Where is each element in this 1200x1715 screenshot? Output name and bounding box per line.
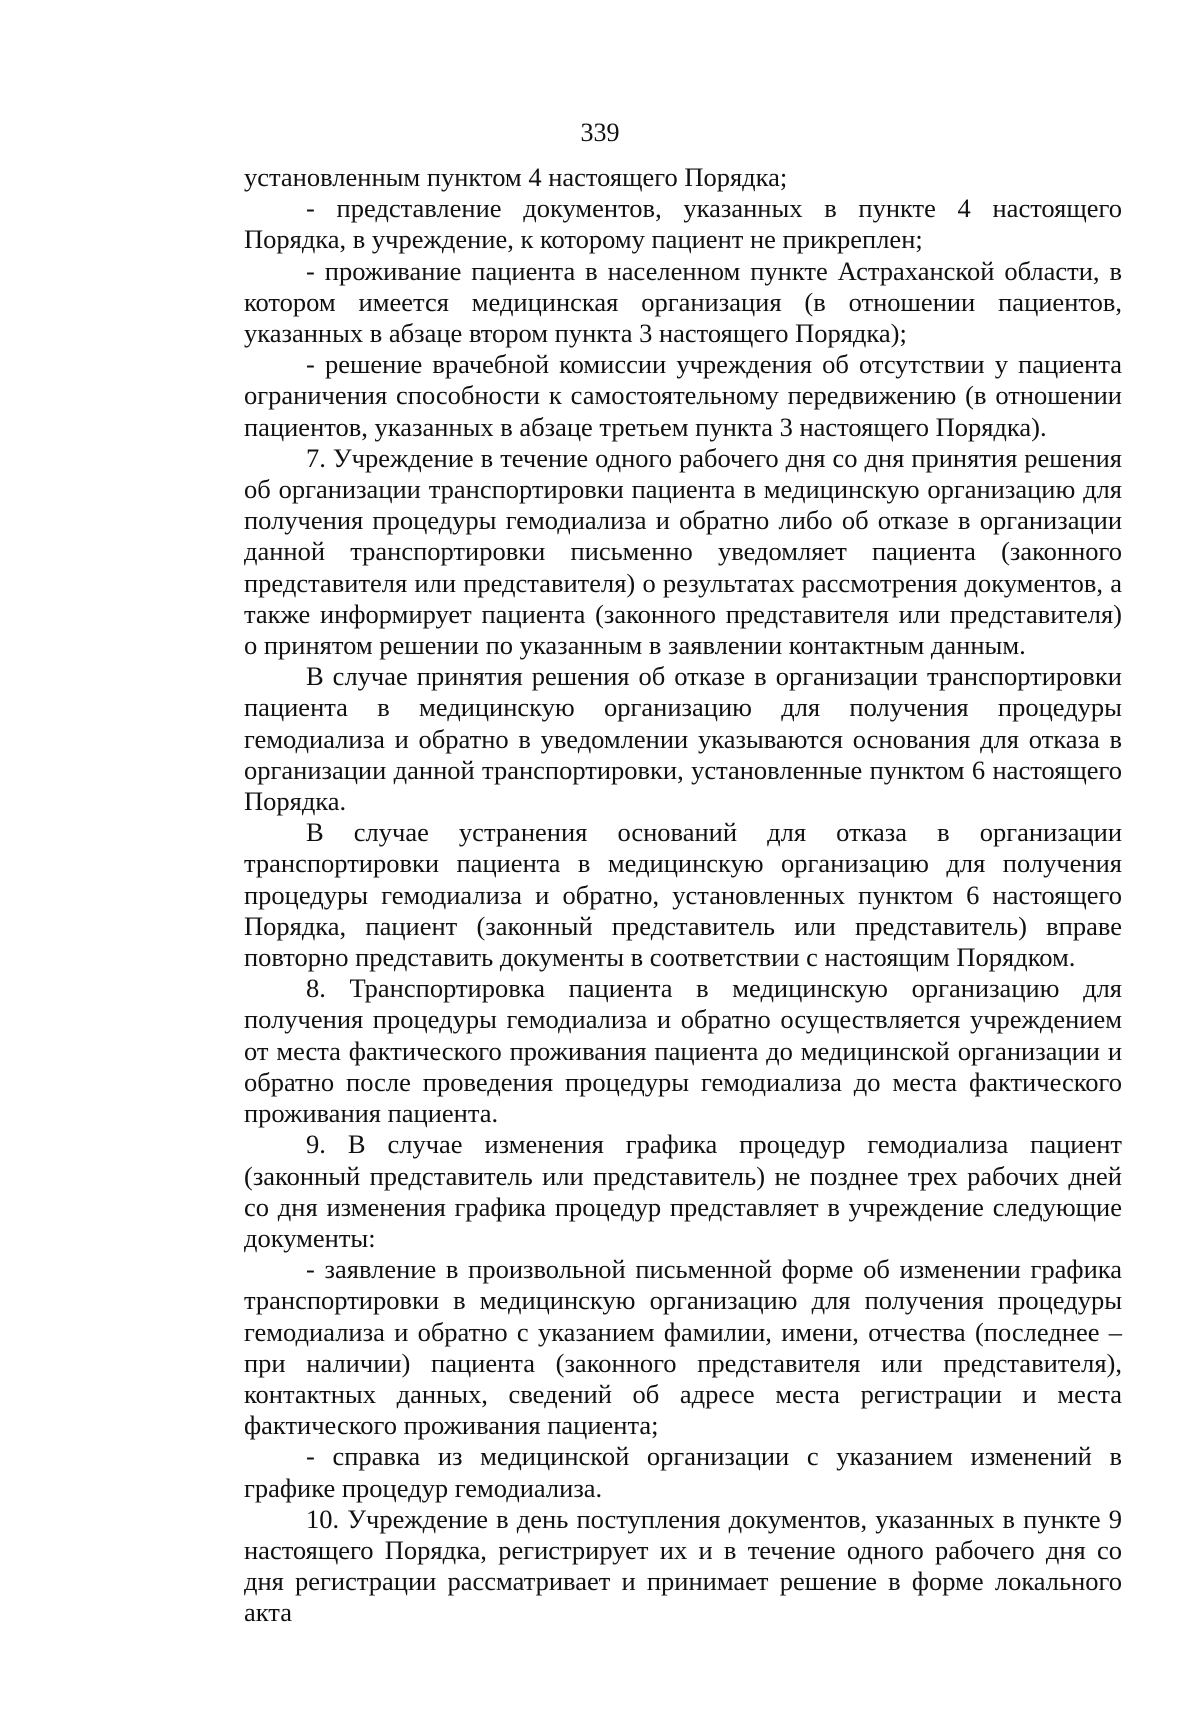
paragraph-resubmission: В случае устранения оснований для отказа в организации транспортировки пациента в медицинскую организацию для получения процедуры гемодиализа и обратно, установленных пунктом 6 настоящего Порядка, пациент (законный представитель или представитель) вправе повторно представить документы в соответствии с настоящим Порядком. xyxy=(244,817,1122,973)
paragraph-clause-10: 10. Учреждение в день поступления документов, указанных в пункте 9 настоящего Порядка, регистрирует их и в течение одного рабочего дня со дня регистрации рассматривает и принимает решение в форме локального акта xyxy=(244,1503,1122,1628)
paragraph-clause-8: 8. Транспортировка пациента в медицинскую организацию для получения процедуры гемодиализа и обратно осуществляется учреждением от места фактического проживания пациента до медицинской организации и обратно после проведения процедуры гемодиализа до места фактического проживания пациента. xyxy=(244,973,1122,1129)
document-body xyxy=(244,162,1122,1629)
list-item-commission-decision: - решение врачебной комиссии учреждения об отсутствии у пациента ограничения способности к самостоятельному передвижению (в отношении пациентов, указанных в абзаце третьем пункта 3 настоящего Порядка). xyxy=(244,349,1122,442)
paragraph-refusal-notice: В случае принятия решения об отказе в организации транспортировки пациента в медицинскую организацию для получения процедуры гемодиализа и обратно в уведомлении указываются основания для отказа в организации данной транспортировки, установленные пунктом 6 настоящего Порядка. xyxy=(244,661,1122,817)
list-item-documents-wrong-institution: - представление документов, указанных в пункте 4 настоящего Порядка, в учреждение, к которому пациент не прикреплен; xyxy=(244,193,1122,255)
list-item-application: - заявление в произвольной письменной форме об изменении графика транспортировки в медицинскую организацию для получения процедуры гемодиализа и обратно с указанием фамилии, имени, отчества (последнее – при наличии) пациента (законного представителя или представителя), контактных данных, сведений об адресе места регистрации и места фактического проживания пациента; xyxy=(244,1254,1122,1441)
paragraph-continuation: установленным пунктом 4 настоящего Порядка; xyxy=(244,162,788,192)
list-item-residence-with-medical-org: - проживание пациента в населенном пункте Астраханской области, в котором имеется медицинская организация (в отношении пациентов, указанных в абзаце втором пункта 3 настоящего Порядка); xyxy=(244,255,1122,349)
list-item-certificate: - справка из медицинской организации с указанием изменений в графике процедур гемодиализа. xyxy=(244,1441,1122,1503)
paragraph-clause-9: 9. В случае изменения графика процедур гемодиализа пациент (законный представитель или представитель) не позднее трех рабочих дней со дня изменения графика процедур представляет в учреждение следующие документы: xyxy=(244,1129,1122,1253)
paragraph-clause-7: 7. Учреждение в течение одного рабочего дня со дня принятия решения об организации транспортировки пациента в медицинскую организацию для получения процедуры гемодиализа и обратно либо об отказе в организации данной транспортировки письменно уведомляет пациента (законного представителя или представителя) о результатах рассмотрения документов, а также информирует пациента (законного представителя или представителя) о принятом решении по указанным в заявлении контактным данным. xyxy=(244,442,1122,661)
page-number: 339 xyxy=(580,118,620,147)
